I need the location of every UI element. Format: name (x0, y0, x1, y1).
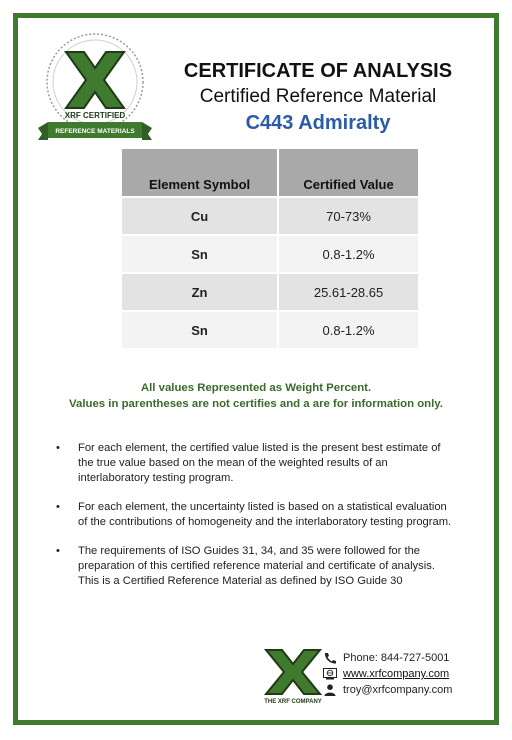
table-row (122, 235, 418, 273)
logo-ring-text: XRF CERTIFIED (64, 111, 126, 120)
list-item (56, 544, 456, 589)
list-item (56, 500, 456, 530)
element-symbol-cell: Sn (122, 235, 278, 273)
web-icon (323, 668, 337, 680)
contact-block (323, 650, 452, 698)
list-item-text: For each element, the uncertainty listed is based on a statistical evaluation of the contributions of homogeneity and the interlaboratory testing program. (78, 501, 452, 528)
bullet-icon: • (56, 442, 60, 454)
website-link[interactable]: www.xrfcompany.com (343, 668, 450, 680)
person-icon (323, 684, 337, 696)
note-line-2: Values in parentheses are not certifies and a are for information only. (69, 398, 443, 410)
contact-phone (323, 650, 452, 666)
element-symbol-cell: Zn (122, 273, 278, 311)
page-title: CERTIFICATE OF ANALYSIS (183, 60, 453, 82)
certificate-page (13, 13, 499, 725)
element-symbol-cell: Cu (122, 197, 278, 235)
xrf-company-logo (262, 648, 324, 706)
column-header-element: Element Symbol (122, 149, 278, 197)
bullet-list (56, 441, 456, 603)
contact-email[interactable] (323, 682, 452, 698)
phone-icon (323, 652, 337, 664)
list-item-text: The requirements of ISO Guides 31, 34, and 35 were followed for the preparation of this certified reference material and certificate of analysis. This is a Certified Reference Material as defined by ISO Guide 30 (78, 545, 435, 587)
contact-website[interactable] (323, 666, 452, 682)
material-name: C443 Admiralty (245, 112, 391, 134)
certified-value-cell: 70-73% (278, 197, 418, 235)
certified-value-cell: 0.8-1.2% (278, 235, 418, 273)
certified-values-table (122, 149, 418, 348)
certificate-header (163, 58, 473, 136)
xrf-certified-logo (36, 30, 154, 150)
column-header-value: Certified Value (278, 149, 418, 197)
table-header-row (122, 149, 418, 197)
footer-company-name: THE XRF COMPANY (264, 699, 322, 705)
bullet-icon: • (56, 545, 60, 557)
phone-text: Phone: 844-727-5001 (343, 652, 450, 664)
list-item-text: For each element, the certified value listed is the present best estimate of the true value based on the mean of the weighted results of an interlaboratory testing program. (78, 442, 441, 484)
table-row (122, 311, 418, 348)
certified-value-cell: 0.8-1.2% (278, 311, 418, 348)
page-subtitle: Certified Reference Material (199, 86, 437, 107)
list-item (56, 441, 456, 486)
logo-ribbon-text: REFERENCE MATERIALS (55, 128, 135, 135)
email-text[interactable]: troy@xrfcompany.com (343, 684, 453, 696)
element-symbol-cell: Sn (122, 311, 278, 348)
weight-percent-note (18, 380, 494, 412)
table-row (122, 197, 418, 235)
note-line-1: All values Represented as Weight Percent. (140, 382, 372, 394)
table-row (122, 273, 418, 311)
bullet-icon: • (56, 501, 60, 513)
certified-value-cell: 25.61-28.65 (278, 273, 418, 311)
